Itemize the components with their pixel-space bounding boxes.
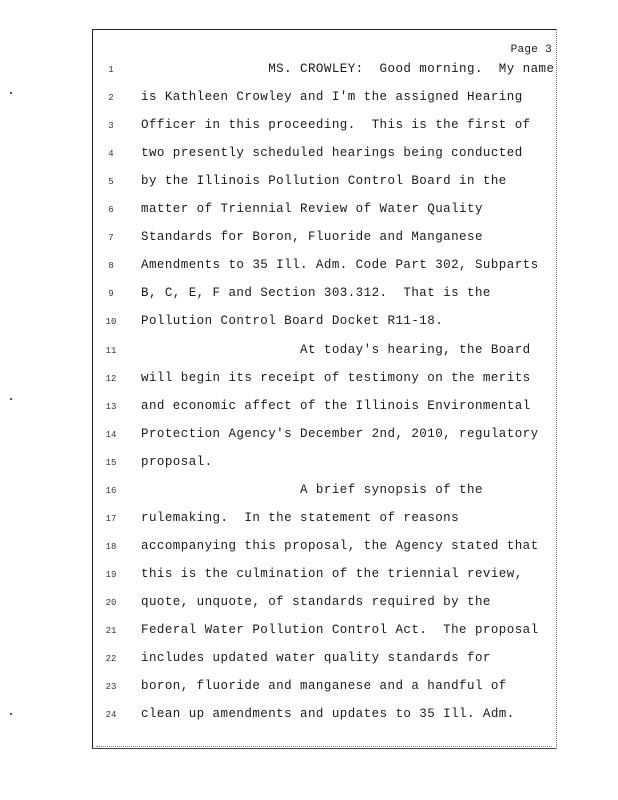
line-text: clean up amendments and updates to 35 Ill. Adm. bbox=[141, 707, 515, 722]
line-text: Amendments to 35 Ill. Adm. Code Part 302, Subparts bbox=[141, 258, 539, 273]
transcript-line bbox=[0, 623, 618, 643]
line-text: is Kathleen Crowley and I'm the assigned Hearing bbox=[141, 90, 523, 105]
line-number: 12 bbox=[105, 373, 117, 384]
transcript-line bbox=[0, 230, 618, 250]
transcript-line bbox=[0, 90, 618, 110]
transcript-line bbox=[0, 371, 618, 391]
transcript-line bbox=[0, 567, 618, 587]
line-number: 2 bbox=[108, 93, 114, 104]
line-text: two presently scheduled hearings being conducted bbox=[141, 146, 523, 161]
line-number: 17 bbox=[105, 513, 117, 524]
transcript-line bbox=[0, 707, 618, 727]
transcript-line bbox=[0, 399, 618, 419]
transcript-line bbox=[0, 455, 618, 475]
line-number: 15 bbox=[105, 457, 117, 468]
line-text: A brief synopsis of the bbox=[141, 482, 483, 497]
transcript-line bbox=[0, 314, 618, 334]
line-text: Protection Agency's December 2nd, 2010, regulatory bbox=[141, 426, 539, 441]
line-text: quote, unquote, of standards required by the bbox=[141, 594, 491, 609]
transcript-line bbox=[0, 118, 618, 138]
line-number: 14 bbox=[105, 429, 117, 440]
line-number: 7 bbox=[108, 233, 114, 244]
line-text: will begin its receipt of testimony on the merits bbox=[141, 370, 531, 385]
transcript-line bbox=[0, 539, 618, 559]
transcript-line bbox=[0, 595, 618, 615]
transcript-line bbox=[0, 286, 618, 306]
transcript-line bbox=[0, 174, 618, 194]
line-number: 20 bbox=[105, 597, 117, 608]
line-text: proposal. bbox=[141, 454, 213, 469]
transcript-line bbox=[0, 427, 618, 447]
line-number: 8 bbox=[108, 261, 114, 272]
line-text: boron, fluoride and manganese and a handful of bbox=[141, 679, 507, 694]
line-number: 4 bbox=[108, 149, 114, 160]
transcript-line bbox=[0, 202, 618, 222]
line-text: Pollution Control Board Docket R11-18. bbox=[141, 314, 444, 329]
line-number: 19 bbox=[105, 569, 117, 580]
line-number: 23 bbox=[105, 682, 117, 693]
line-text: Standards for Boron, Fluoride and Manganese bbox=[141, 230, 483, 245]
page-footer-rule bbox=[96, 746, 552, 747]
transcript-line bbox=[0, 343, 618, 363]
transcript-line bbox=[0, 651, 618, 671]
line-text: MS. CROWLEY: Good morning. My name bbox=[141, 62, 555, 76]
line-number: 13 bbox=[105, 401, 117, 412]
line-text: Federal Water Pollution Control Act. The proposal bbox=[141, 623, 539, 637]
page-number: Page 3 bbox=[510, 44, 552, 56]
line-text: this is the culmination of the triennial review, bbox=[141, 566, 523, 581]
line-number: 21 bbox=[105, 626, 117, 636]
line-text: rulemaking. In the statement of reasons bbox=[141, 510, 460, 525]
line-number: 3 bbox=[108, 121, 114, 132]
transcript-line bbox=[0, 511, 618, 531]
transcript-line bbox=[0, 679, 618, 699]
line-number: 18 bbox=[105, 541, 117, 552]
transcript-line bbox=[0, 258, 618, 278]
line-text: and economic affect of the Illinois Environmental bbox=[141, 398, 531, 413]
line-number: 22 bbox=[105, 654, 117, 665]
line-text: includes updated water quality standards for bbox=[141, 651, 491, 666]
line-text: matter of Triennial Review of Water Quality bbox=[141, 202, 483, 217]
line-number: 11 bbox=[105, 345, 117, 356]
line-text: by the Illinois Pollution Control Board in the bbox=[141, 174, 507, 189]
line-number: 16 bbox=[105, 485, 117, 496]
line-number: 6 bbox=[108, 205, 114, 216]
line-number: 24 bbox=[105, 710, 117, 721]
line-text: Officer in this proceeding. This is the first of bbox=[141, 118, 531, 133]
transcript-line bbox=[0, 146, 618, 166]
transcript-line bbox=[0, 62, 618, 82]
line-number: 5 bbox=[108, 177, 114, 188]
line-text: At today's hearing, the Board bbox=[141, 342, 531, 357]
line-number: 1 bbox=[108, 65, 114, 75]
line-text: accompanying this proposal, the Agency stated that bbox=[141, 538, 539, 553]
line-text: B, C, E, F and Section 303.312. That is the bbox=[141, 286, 491, 301]
line-number: 9 bbox=[108, 289, 114, 300]
line-number: 10 bbox=[105, 317, 117, 328]
transcript-line bbox=[0, 483, 618, 503]
